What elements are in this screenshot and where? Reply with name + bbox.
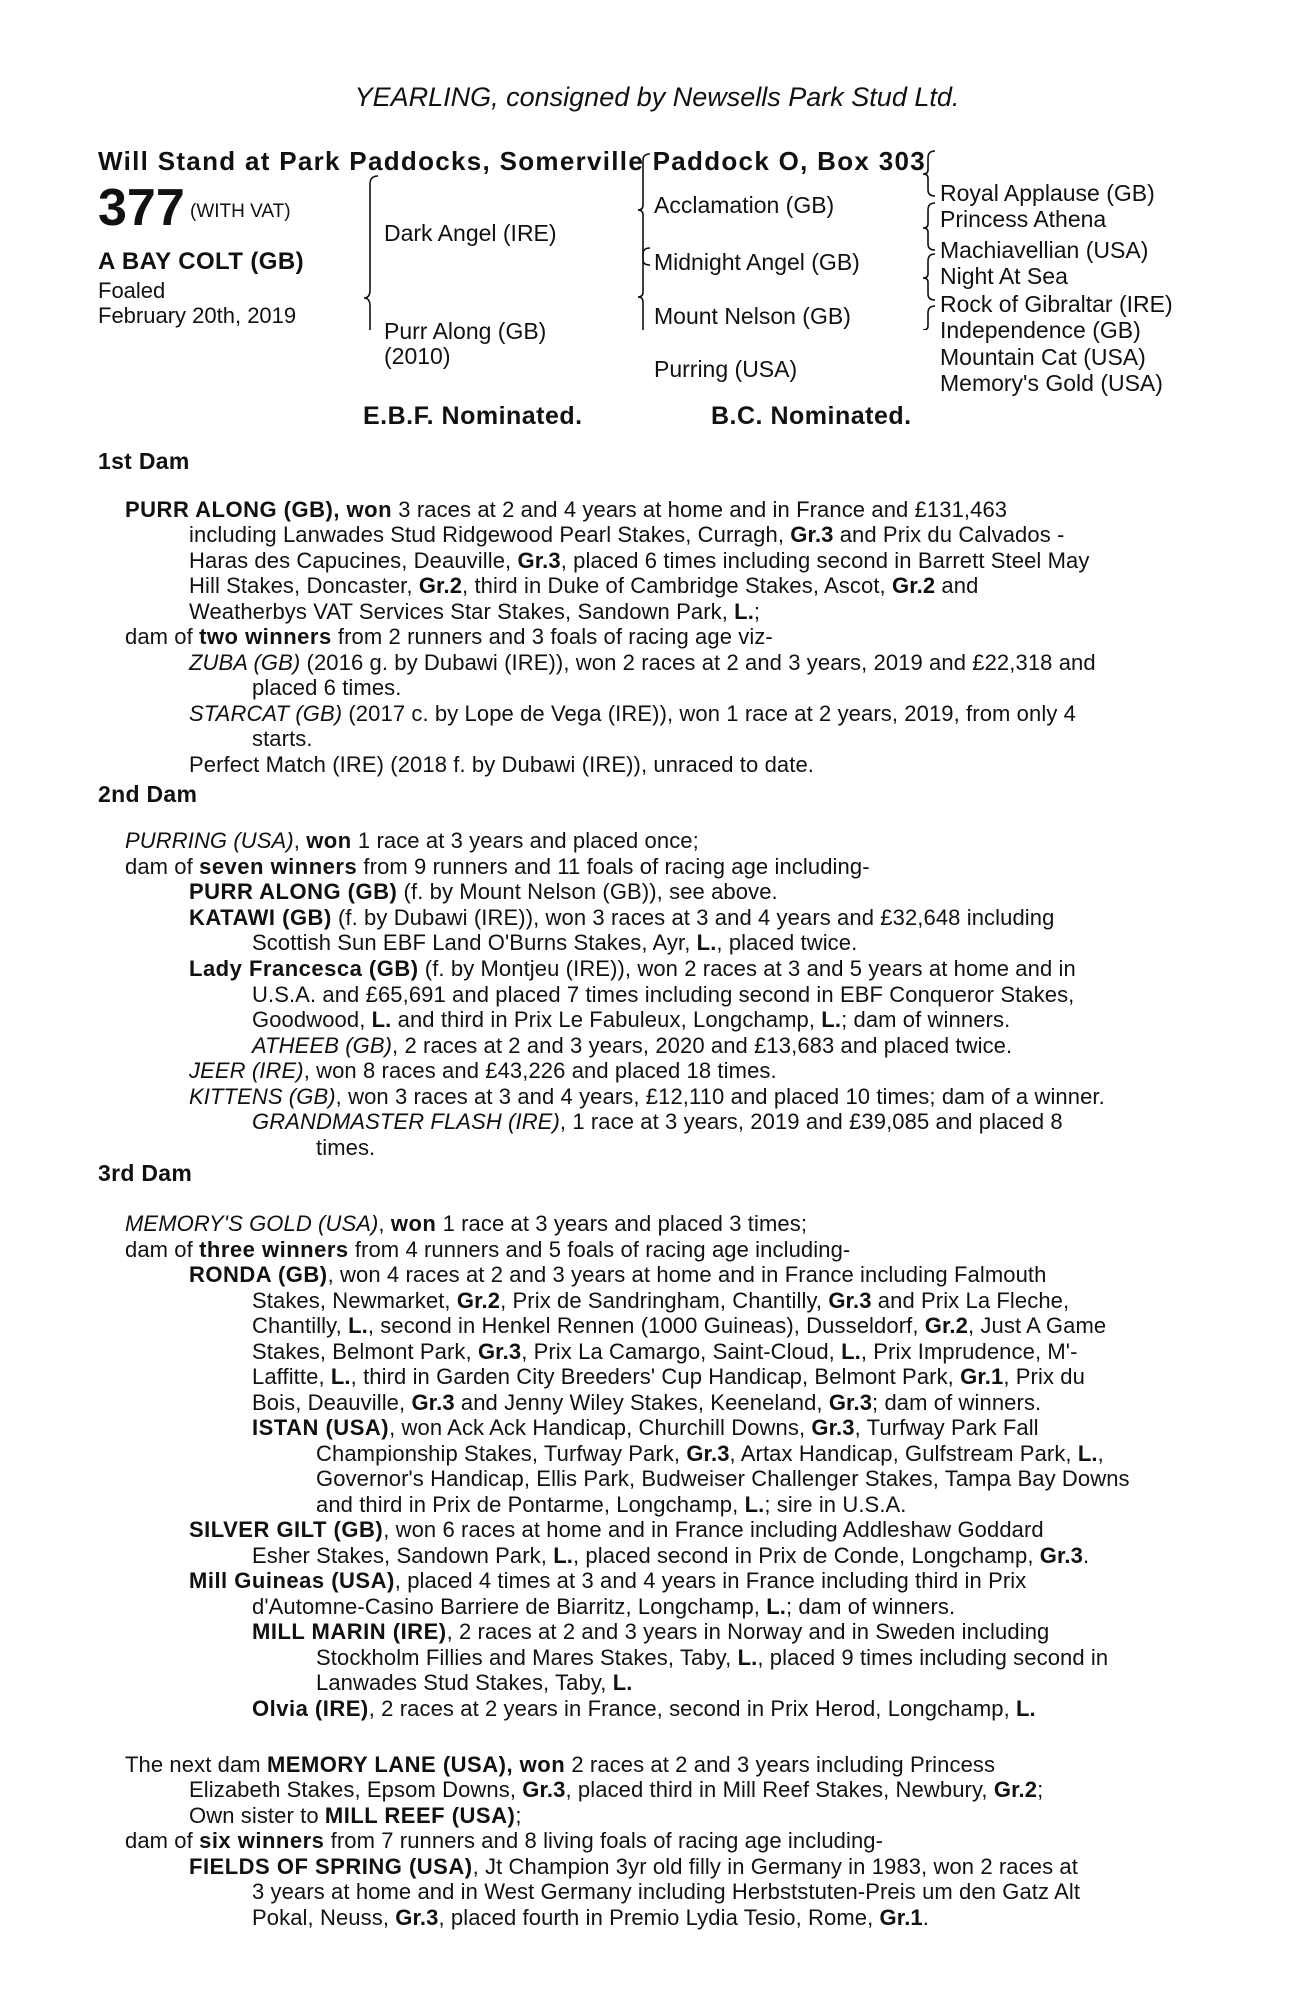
grade: L. xyxy=(1077,1441,1098,1466)
text-run: , placed third in Mill Reef Stakes, Newbury, xyxy=(565,1777,994,1802)
text-line xyxy=(189,522,1064,548)
text-line xyxy=(252,1905,929,1931)
page-title: YEARLING, consigned by Newsells Park Stud Ltd. xyxy=(354,82,960,112)
horse-name: MEMORY LANE (USA), won xyxy=(266,1752,566,1777)
text-line xyxy=(316,1645,1108,1671)
horse-name: PURR ALONG (GB) xyxy=(189,879,398,904)
text-run: and Prix du Calvados - xyxy=(833,522,1065,547)
text-run: Elizabeth Stakes, Epsom Downs, xyxy=(189,1777,523,1802)
grade: Gr.1 xyxy=(879,1905,923,1930)
text-line xyxy=(252,1364,1085,1390)
horse-name: FIELDS OF SPRING (USA) xyxy=(189,1854,473,1879)
text-line xyxy=(125,1752,995,1778)
text-line xyxy=(252,1594,955,1620)
text-line xyxy=(316,1466,1130,1492)
text-run: Stakes, Belmont Park, xyxy=(252,1339,478,1364)
text-run: Chantilly, xyxy=(252,1313,349,1338)
horse-name-italic: MEMORY'S GOLD (USA) xyxy=(125,1211,379,1236)
grade: Gr.3 xyxy=(811,1415,855,1440)
dam: Purr Along (GB) xyxy=(384,318,547,344)
text-run: ; dam of winners. xyxy=(841,1007,1011,1032)
text-run: , won 3 races at 3 and 4 years, £12,110 and placed 10 times; dam of a winner. xyxy=(335,1084,1105,1109)
grade: Gr.2 xyxy=(891,573,936,598)
text-run: , won 8 races and £43,226 and placed 18 times. xyxy=(303,1058,777,1083)
ggp-4: Night At Sea xyxy=(940,263,1068,289)
horse-name-italic: ZUBA (GB) xyxy=(189,650,301,675)
text-line xyxy=(125,1237,850,1263)
text-run: , won 4 races at 2 and 3 years at home and in France including Falmouth xyxy=(327,1262,1047,1287)
grade: Gr.3 xyxy=(477,1339,522,1364)
sire-sire: Acclamation (GB) xyxy=(654,192,835,218)
text-run: Stakes, Newmarket, xyxy=(252,1288,457,1313)
text-run: from 9 runners and 11 foals of racing age including- xyxy=(357,854,870,879)
grade: L. xyxy=(737,1645,758,1670)
text-line xyxy=(189,573,978,599)
text-run: 1 race at 3 years and placed 3 times; xyxy=(436,1211,808,1236)
horse-name: ISTAN (USA) xyxy=(252,1415,390,1440)
text-line xyxy=(189,548,1089,574)
text-run: Scottish Sun EBF Land O'Burns Stakes, Ayr, xyxy=(252,930,697,955)
text-run: ; xyxy=(1037,1777,1044,1802)
text-line xyxy=(189,701,1076,727)
text-run: U.S.A. and £65,691 and placed 7 times including second in EBF Conqueror Stakes, xyxy=(252,982,1075,1007)
text-line xyxy=(189,752,814,778)
text-run: Own sister to xyxy=(189,1803,325,1828)
text-run: , third in Garden City Breeders' Cup Handicap, Belmont Park, xyxy=(350,1364,961,1389)
grade: L. xyxy=(696,930,717,955)
text-run: , third in Duke of Cambridge Stakes, Ascot, xyxy=(462,573,892,598)
text-run: , 2 races at 2 and 3 years, 2020 and £13,683 and placed twice. xyxy=(392,1033,1013,1058)
text-line xyxy=(252,675,401,701)
horse-name: won xyxy=(306,828,352,853)
text-line xyxy=(189,1058,777,1084)
ggp-6: Independence (GB) xyxy=(940,317,1141,343)
text-line xyxy=(252,1390,1041,1416)
text-run: d'Automne-Casino Barriere de Biarritz, Longchamp, xyxy=(252,1594,767,1619)
grade: Gr.2 xyxy=(993,1777,1038,1802)
grade: Gr.3 xyxy=(828,1288,872,1313)
ggp-1: Royal Applause (GB) xyxy=(940,180,1155,206)
grade: Gr.3 xyxy=(828,1390,873,1415)
text-run: Laffitte, xyxy=(252,1364,331,1389)
text-run: . xyxy=(1082,1543,1090,1568)
text-run: including Lanwades Stud Ridgewood Pearl Stakes, Curragh, xyxy=(189,522,791,547)
text-run: , placed second in Prix de Conde, Longchamp, xyxy=(572,1543,1040,1568)
text-line xyxy=(252,1313,1106,1339)
text-line xyxy=(189,879,778,905)
dam-sire: Mount Nelson (GB) xyxy=(654,303,851,329)
text-run: 3 races at 2 and 4 years at home and in France and £131,463 xyxy=(392,497,1008,522)
text-run: dam of xyxy=(125,854,200,879)
ggp-8: Memory's Gold (USA) xyxy=(940,370,1163,396)
grade: L. xyxy=(766,1594,786,1619)
text-line xyxy=(189,650,1096,676)
text-run: , Prix Imprudence, M'- xyxy=(860,1339,1078,1364)
text-line xyxy=(125,497,1007,523)
text-run: , Prix du xyxy=(1003,1364,1085,1389)
text-line xyxy=(316,1135,375,1161)
text-run: Esher Stakes, Sandown Park, xyxy=(252,1543,554,1568)
text-run: ; dam of winners. xyxy=(786,1594,956,1619)
text-run: and third in Prix Le Fabuleux, Longchamp, xyxy=(391,1007,822,1032)
text-run: and Jenny Wiley Stakes, Keeneland, xyxy=(454,1390,829,1415)
horse-name-italic: STARCAT (GB) xyxy=(189,701,343,726)
text-run: , xyxy=(293,828,307,853)
ggp-5: Rock of Gibraltar (IRE) xyxy=(940,291,1173,317)
lot-number: 377 xyxy=(98,179,185,237)
text-line xyxy=(316,1670,633,1696)
horse-name: seven winners xyxy=(199,854,358,879)
text-line xyxy=(125,1211,807,1237)
text-run: from 4 runners and 5 foals of racing age including- xyxy=(348,1237,851,1262)
text-run: placed 6 times. xyxy=(252,675,402,700)
grade: L. xyxy=(330,1364,351,1389)
text-run: , 2 races at 2 years in France, second in Prix Herod, Longchamp, xyxy=(368,1696,1017,1721)
grade: L. xyxy=(612,1670,633,1695)
text-run: , placed twice. xyxy=(716,930,858,955)
text-line xyxy=(125,624,773,650)
grade: Gr.1 xyxy=(960,1364,1004,1389)
text-run: , placed 9 times including second in xyxy=(757,1645,1109,1670)
text-line xyxy=(316,1492,907,1518)
text-line xyxy=(252,1288,1069,1314)
horse-name-italic: KITTENS (GB) xyxy=(189,1084,336,1109)
text-line xyxy=(189,1517,1044,1543)
text-line xyxy=(189,1803,522,1829)
horse-name: won xyxy=(390,1211,437,1236)
text-run: , placed 4 times at 3 and 4 years in France including third in Prix xyxy=(394,1568,1027,1593)
sire-dam: Midnight Angel (GB) xyxy=(654,249,860,275)
grade: Gr.3 xyxy=(790,522,834,547)
grade: Gr.3 xyxy=(686,1441,730,1466)
horse-name-italic: ATHEEB (GB) xyxy=(252,1033,393,1058)
grade: L. xyxy=(348,1313,368,1338)
text-line xyxy=(316,1441,1104,1467)
text-run: ; xyxy=(515,1803,522,1828)
grade: Gr.2 xyxy=(456,1288,501,1313)
horse-name: MILL MARIN (IRE) xyxy=(252,1619,447,1644)
grade: L. xyxy=(1016,1696,1036,1721)
horse-name: SILVER GILT (GB) xyxy=(189,1517,384,1542)
first-dam-heading: 1st Dam xyxy=(98,448,190,474)
pedigree-braces xyxy=(0,0,1314,330)
text-run: ; dam of winners. xyxy=(872,1390,1042,1415)
text-run: from 7 runners and 8 living foals of racing age including- xyxy=(324,1828,884,1853)
text-line xyxy=(125,1828,883,1854)
text-run: (2016 g. by Dubawi (IRE)), won 2 races at 2 and 3 years, 2019 and £22,318 and xyxy=(300,650,1096,675)
grade: Gr.3 xyxy=(517,548,561,573)
text-run: , xyxy=(1097,1441,1104,1466)
text-line xyxy=(189,1568,1026,1594)
text-run: Hill Stakes, Doncaster, xyxy=(189,573,419,598)
text-run: and xyxy=(935,573,979,598)
text-run: (f. by Montjeu (IRE)), won 2 races at 3 and 5 years at home and in xyxy=(418,956,1076,981)
text-line xyxy=(189,1262,1046,1288)
text-line xyxy=(125,854,870,880)
text-run: starts. xyxy=(252,726,313,751)
text-run: Weatherbys VAT Services Star Stakes, Sandown Park, xyxy=(189,599,735,624)
text-line xyxy=(189,905,1054,931)
text-run: Haras des Capucines, Deauville, xyxy=(189,548,518,573)
text-run: , second in Henkel Rennen (1000 Guineas), Dusseldorf, xyxy=(367,1313,925,1338)
text-run: , 2 races at 2 and 3 years in Norway and in Sweden including xyxy=(446,1619,1050,1644)
text-run: 2 races at 2 and 3 years including Princess xyxy=(565,1752,996,1777)
text-line xyxy=(252,1879,1080,1905)
text-line xyxy=(252,1619,1049,1645)
text-run: , won Ack Ack Handicap, Churchill Downs, xyxy=(389,1415,812,1440)
horse-name: MILL REEF (USA) xyxy=(324,1803,516,1828)
text-line xyxy=(252,1033,1012,1059)
dam-year: (2010) xyxy=(384,343,451,369)
text-run: , Artax Handicap, Gulfstream Park, xyxy=(729,1441,1078,1466)
text-line xyxy=(189,1854,1078,1880)
text-line xyxy=(252,1543,1089,1569)
text-run: Goodwood, xyxy=(252,1007,372,1032)
grade: L. xyxy=(371,1007,392,1032)
grade: L. xyxy=(553,1543,573,1568)
text-run: Lanwades Stud Stakes, Taby, xyxy=(316,1670,613,1695)
text-run: 1 race at 3 years and placed once; xyxy=(351,828,699,853)
horse-name-italic: GRANDMASTER FLASH (IRE) xyxy=(252,1109,560,1134)
grade: Gr.2 xyxy=(418,573,463,598)
text-run: (f. by Dubawi (IRE)), won 3 races at 3 and 4 years and £32,648 including xyxy=(331,905,1055,930)
grade: L. xyxy=(841,1339,861,1364)
text-run: and third in Prix de Pontarme, Longchamp, xyxy=(316,1492,745,1517)
text-run: ; xyxy=(753,599,761,624)
text-line xyxy=(125,828,699,854)
dam-dam: Purring (USA) xyxy=(654,356,798,382)
text-run: Pokal, Neuss, xyxy=(252,1905,396,1930)
text-run: . xyxy=(922,1905,929,1930)
ggp-7: Mountain Cat (USA) xyxy=(940,344,1146,370)
text-run: , xyxy=(378,1211,391,1236)
horse-name: three winners xyxy=(199,1237,349,1262)
text-run: (f. by Mount Nelson (GB)), see above. xyxy=(397,879,778,904)
horse-name: Olvia (IRE) xyxy=(252,1696,369,1721)
text-run: , won 6 races at home and in France including Addleshaw Goddard xyxy=(383,1517,1044,1542)
text-line xyxy=(252,1109,1063,1135)
text-line xyxy=(189,956,1076,982)
text-run: dam of xyxy=(125,1828,200,1853)
text-run: Bois, Deauville, xyxy=(252,1390,412,1415)
horse-name: Lady Francesca (GB) xyxy=(189,956,419,981)
grade: L. xyxy=(734,599,754,624)
text-line xyxy=(189,599,760,625)
text-run: and Prix La Fleche, xyxy=(871,1288,1070,1313)
horse-name: PURR ALONG (GB), won xyxy=(125,497,393,522)
text-line xyxy=(252,1007,1010,1033)
text-run: , 1 race at 3 years, 2019 and £39,085 and placed 8 xyxy=(559,1109,1063,1134)
horse-name-italic: PURRING (USA) xyxy=(125,828,294,853)
text-run: times. xyxy=(316,1135,376,1160)
third-dam-heading: 3rd Dam xyxy=(98,1160,193,1186)
horse-name: KATAWI (GB) xyxy=(189,905,332,930)
grade: Gr.3 xyxy=(522,1777,566,1802)
text-run: (2017 c. by Lope de Vega (IRE)), won 1 race at 2 years, 2019, from only 4 xyxy=(342,701,1076,726)
text-line xyxy=(252,726,313,752)
horse-description: A BAY COLT (GB) xyxy=(98,248,305,275)
text-run: , Jt Champion 3yr old filly in Germany in 1983, won 2 races at xyxy=(472,1854,1078,1879)
text-run: , placed 6 times including second in Barrett Steel May xyxy=(560,548,1090,573)
text-line xyxy=(252,930,857,956)
horse-name: Mill Guineas (USA) xyxy=(189,1568,395,1593)
text-line xyxy=(252,1339,1078,1365)
text-run: , Prix de Sandringham, Chantilly, xyxy=(500,1288,829,1313)
grade: L. xyxy=(821,1007,842,1032)
text-line xyxy=(252,1696,1036,1722)
stand-location: Will Stand at Park Paddocks, Somerville Paddock O, Box 303 xyxy=(98,146,926,176)
text-run: Governor's Handicap, Ellis Park, Budweiser Challenger Stakes, Tampa Bay Downs xyxy=(316,1466,1130,1491)
grade: Gr.2 xyxy=(924,1313,968,1338)
bc-nomination: B.C. Nominated. xyxy=(711,402,912,430)
text-run: , Turfway Park Fall xyxy=(854,1415,1039,1440)
grade: Gr.3 xyxy=(395,1905,439,1930)
text-run: dam of xyxy=(125,624,200,649)
sire: Dark Angel (IRE) xyxy=(384,220,557,246)
text-run: , placed fourth in Premio Lydia Tesio, Rome, xyxy=(438,1905,880,1930)
text-run: 3 years at home and in West Germany including Herbststuten-Preis um den Gatz Alt xyxy=(252,1879,1081,1904)
text-run: ; sire in U.S.A. xyxy=(764,1492,907,1517)
text-run: dam of xyxy=(125,1237,200,1262)
ggp-3: Machiavellian (USA) xyxy=(940,237,1149,263)
grade: Gr.3 xyxy=(1039,1543,1083,1568)
horse-name-italic: JEER (IRE) xyxy=(189,1058,304,1083)
grade: Gr.3 xyxy=(411,1390,455,1415)
text-run: , Prix La Camargo, Saint-Cloud, xyxy=(521,1339,842,1364)
text-run: Stockholm Fillies and Mares Stakes, Taby, xyxy=(316,1645,738,1670)
text-line xyxy=(189,1777,1043,1803)
text-run: The next dam xyxy=(125,1752,267,1777)
foaled-label: Foaled xyxy=(98,278,166,303)
text-run: Perfect Match (IRE) (2018 f. by Dubawi (IRE)), unraced to date. xyxy=(189,752,814,777)
foaled-date: February 20th, 2019 xyxy=(98,303,297,328)
grade: L. xyxy=(744,1492,765,1517)
text-line xyxy=(252,1415,1039,1441)
text-run: Championship Stakes, Turfway Park, xyxy=(316,1441,687,1466)
ggp-2: Princess Athena xyxy=(940,206,1107,232)
text-run: from 2 runners and 3 foals of racing age viz- xyxy=(331,624,773,649)
text-line xyxy=(252,982,1074,1008)
text-line xyxy=(189,1084,1105,1110)
horse-name: six winners xyxy=(199,1828,325,1853)
vat-label: (WITH VAT) xyxy=(190,201,291,222)
text-run: , Just A Game xyxy=(967,1313,1107,1338)
second-dam-heading: 2nd Dam xyxy=(98,781,198,807)
horse-name: RONDA (GB) xyxy=(189,1262,328,1287)
horse-name: two winners xyxy=(199,624,332,649)
ebf-nomination: E.B.F. Nominated. xyxy=(363,402,583,430)
